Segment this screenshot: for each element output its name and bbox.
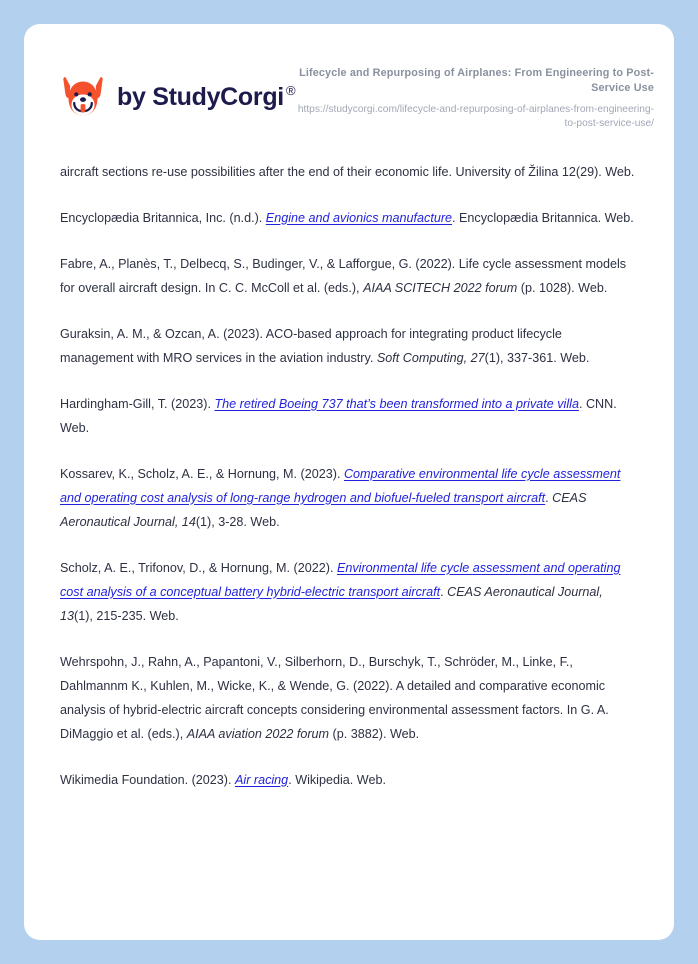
reference-text: Guraksin, A. M., & Ozcan, A. (2023). ACO-based approach for integrating product lifecycle management with MRO services in the aviation industry. xyxy=(60,326,562,365)
reference-link[interactable]: Comparative environmental life cycle assessment and operating cost analysis of long-range hydrogen and biofuel-fueled transport aircraft xyxy=(60,466,621,505)
brand-name xyxy=(117,83,295,112)
ref-fabre xyxy=(60,252,638,300)
page-title: Lifecycle and Repurposing of Airplanes: From Engineering to Post-Service Use xyxy=(299,67,654,95)
reference-text: Fabre, A., Planès, T., Delbecq, S., Budinger, V., & Lafforgue, G. (2022). Life cycle assessment models for overall aircraft design. In C. C. McColl et al. (eds.), xyxy=(60,256,627,295)
reference-link[interactable]: Environmental life cycle assessment and operating cost analysis of a conceptual battery hybrid-electric transport aircraft xyxy=(60,560,621,599)
corgi-mascot-icon xyxy=(60,74,106,120)
reference-text: (p. 3882). Web. xyxy=(329,726,420,741)
ref-wikimedia xyxy=(60,768,638,792)
reference-source-title: AIAA aviation 2022 forum xyxy=(186,726,330,741)
reference-link[interactable]: Air racing xyxy=(235,772,289,787)
document-header xyxy=(24,24,674,132)
ref-zilina xyxy=(60,160,638,184)
ref-wehrspohn xyxy=(60,650,638,746)
reference-source-title: CEAS Aeronautical Journal, 14 xyxy=(60,490,587,529)
reference-text: . Wikipedia. Web. xyxy=(288,772,386,787)
document-page xyxy=(24,24,674,940)
reference-text: Kossarev, K., Scholz, A. E., & Hornung, M. (2023). xyxy=(60,466,344,481)
reference-text: (1), 215-235. Web. xyxy=(74,608,179,623)
reference-source-title: Soft Computing, 27 xyxy=(376,350,485,365)
reference-text: (p. 1028). Web. xyxy=(517,280,608,295)
reference-text: aircraft sections re-use possibilities after the end of their economic life. University of Žilina 12(29). Web. xyxy=(60,164,635,179)
reference-text: . xyxy=(440,584,448,599)
reference-text: . CNN. Web. xyxy=(60,396,617,435)
reference-text: Scholz, A. E., Trifonov, D., & Hornung, M. (2022). xyxy=(60,560,337,575)
brand-name-text: by StudyCorgi xyxy=(117,82,284,111)
reference-list xyxy=(24,132,674,792)
reference-text: Hardingham-Gill, T. (2023). xyxy=(60,396,215,411)
reference-text: . xyxy=(545,490,553,505)
brand-logo xyxy=(60,62,295,120)
reference-source-title: AIAA SCITECH 2022 forum xyxy=(363,280,518,295)
reference-link[interactable]: Engine and avionics manufacture xyxy=(265,210,453,225)
reference-source-title: CEAS Aeronautical Journal, 13 xyxy=(60,584,603,623)
ref-britannica xyxy=(60,206,638,230)
reference-text: Wikimedia Foundation. (2023). xyxy=(60,772,235,787)
ref-scholz xyxy=(60,556,638,628)
page-url: https://studycorgi.com/lifecycle-and-repurposing-of-airplanes-from-engineering-to-post-service-use/ xyxy=(297,103,654,130)
ref-guraksin xyxy=(60,322,638,370)
reference-text: (1), 3-28. Web. xyxy=(195,514,280,529)
reference-text: Wehrspohn, J., Rahn, A., Papantoni, V., Silberhorn, D., Burschyk, T., Schröder, M., Linke, F., Dahlmannm K., Kuhlen, M., Wicke, K., & Wende, G. (2022). A detailed and comparative economic analysis of hybrid-electric aircraft concepts considering environmental assessment factors. In G. A. DiMaggio et al. (eds.), xyxy=(60,654,609,741)
registered-trademark-icon: ® xyxy=(285,83,296,99)
reference-text: . Encyclopædia Britannica. Web. xyxy=(452,210,634,225)
reference-text: (1), 337-361. Web. xyxy=(484,350,590,365)
ref-kossarev xyxy=(60,462,638,534)
ref-hardingham-gill xyxy=(60,392,638,440)
reference-link[interactable]: The retired Boeing 737 that’s been transformed into a private villa xyxy=(214,396,579,411)
header-meta xyxy=(295,62,654,132)
reference-text: Encyclopædia Britannica, Inc. (n.d.). xyxy=(60,210,266,225)
